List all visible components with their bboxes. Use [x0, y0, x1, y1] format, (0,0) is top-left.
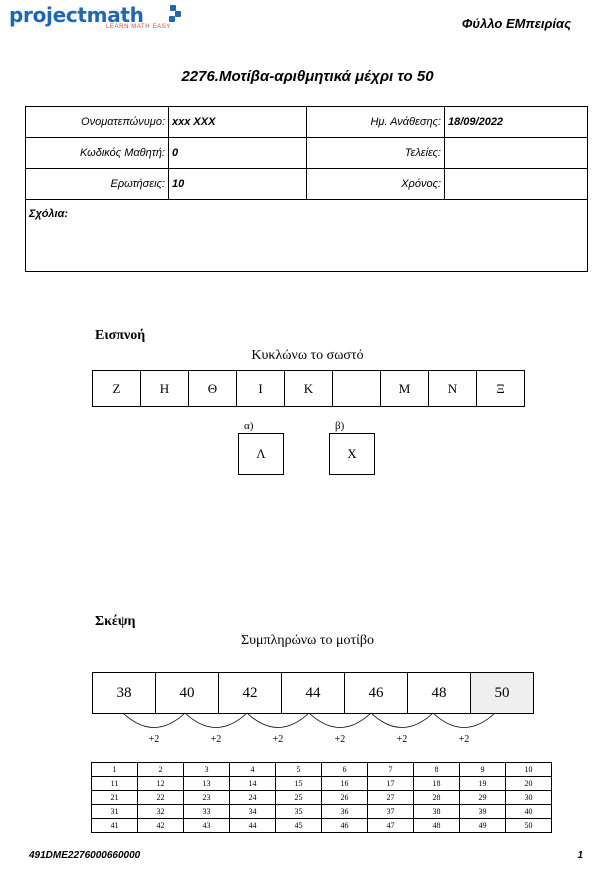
- grid-row: [92, 805, 552, 819]
- grid-cell: 3: [184, 763, 230, 777]
- grid-cell: 15: [276, 777, 322, 791]
- grid-cell: 4: [230, 763, 276, 777]
- sequence-cell: Κ: [284, 370, 333, 407]
- sequence-blank-cell: [332, 370, 381, 407]
- grid-cell: 9: [460, 763, 506, 777]
- grid-cell: 27: [368, 791, 414, 805]
- sheet-type: Φύλλο ΕΜπειρίας: [461, 16, 571, 31]
- thinking-heading: Σκέψη: [95, 614, 136, 629]
- student-code-label: Κωδικός Μαθητή:: [26, 138, 169, 169]
- grid-cell: 47: [368, 819, 414, 833]
- step-label: +2: [210, 734, 222, 745]
- grid-cell: 29: [460, 791, 506, 805]
- time-label: Χρόνος:: [307, 169, 445, 200]
- grid-cell: 49: [460, 819, 506, 833]
- grid-cell: 2: [138, 763, 184, 777]
- grid-cell: 11: [92, 777, 138, 791]
- grid-cell: 18: [414, 777, 460, 791]
- grid-row: [92, 763, 552, 777]
- document-code: 491DME2276000660000: [29, 850, 141, 861]
- grid-cell: 5: [276, 763, 322, 777]
- grid-cell: 6: [322, 763, 368, 777]
- grid-cell: 7: [368, 763, 414, 777]
- pattern-cell[interactable]: 48: [407, 672, 471, 714]
- sequence-cell: Ζ: [92, 370, 141, 407]
- number-grid: [91, 762, 552, 833]
- grid-cell: 1: [92, 763, 138, 777]
- pattern-cell[interactable]: 38: [92, 672, 156, 714]
- grid-cell: 37: [368, 805, 414, 819]
- number-pattern: [92, 672, 534, 714]
- step-label: +2: [272, 734, 284, 745]
- logo-project-text: project: [9, 3, 87, 27]
- grid-cell: 22: [138, 791, 184, 805]
- date-value: 18/09/2022: [445, 107, 588, 138]
- step-arcs: [92, 712, 526, 762]
- grid-cell: 31: [92, 805, 138, 819]
- grid-cell: 16: [322, 777, 368, 791]
- grid-cell: 19: [460, 777, 506, 791]
- questions-value: 10: [169, 169, 307, 200]
- grid-cell: 13: [184, 777, 230, 791]
- grid-cell: 26: [322, 791, 368, 805]
- time-value: [445, 169, 588, 200]
- grid-cell: 50: [506, 819, 552, 833]
- logo-tagline: LEARN MATH EASY: [106, 24, 171, 30]
- sequence-cell: Μ: [380, 370, 429, 407]
- grid-cell: 44: [230, 819, 276, 833]
- grid-cell: 38: [414, 805, 460, 819]
- grid-cell: 34: [230, 805, 276, 819]
- grid-cell: 10: [506, 763, 552, 777]
- intro-instruction: Κυκλώνω το σωστό: [251, 348, 364, 363]
- comments-box: [26, 200, 588, 272]
- grid-cell: 43: [184, 819, 230, 833]
- grid-cell: 8: [414, 763, 460, 777]
- questions-label: Ερωτήσεις:: [26, 169, 169, 200]
- grid-cell: 35: [276, 805, 322, 819]
- student-info-table: [25, 106, 588, 272]
- grid-cell: 12: [138, 777, 184, 791]
- grid-cell: 25: [276, 791, 322, 805]
- intro-heading: Εισπνοή: [95, 328, 146, 343]
- grid-cell: 30: [506, 791, 552, 805]
- grid-cell: 14: [230, 777, 276, 791]
- grid-cell: 41: [92, 819, 138, 833]
- name-value: xxx XXX: [169, 107, 307, 138]
- name-label: Ονοματεπώνυμο:: [26, 107, 169, 138]
- date-label: Ημ. Ανάθεσης:: [307, 107, 445, 138]
- pattern-cell[interactable]: 46: [344, 672, 408, 714]
- pattern-cell[interactable]: 40: [155, 672, 219, 714]
- thinking-instruction: Συμπληρώνω το μοτίβο: [240, 633, 375, 648]
- step-label: +2: [334, 734, 346, 745]
- grid-cell: 36: [322, 805, 368, 819]
- page-number: 1: [577, 850, 583, 861]
- sequence-cell: Η: [140, 370, 189, 407]
- sequence-cell: Θ: [188, 370, 237, 407]
- option-a-label: α): [244, 420, 254, 432]
- student-code-value: 0: [169, 138, 307, 169]
- pattern-given-cell: 50: [470, 672, 534, 714]
- step-label: +2: [458, 734, 470, 745]
- option-a-box[interactable]: Λ: [238, 433, 284, 475]
- option-b-label: β): [335, 420, 345, 432]
- grid-cell: 24: [230, 791, 276, 805]
- sequence-cell: Ι: [236, 370, 285, 407]
- completed-value: [445, 138, 588, 169]
- completed-label: Τελείες:: [307, 138, 445, 169]
- logo-math-text: math: [86, 3, 144, 27]
- grid-cell: 48: [414, 819, 460, 833]
- grid-cell: 17: [368, 777, 414, 791]
- grid-cell: 20: [506, 777, 552, 791]
- grid-cell: 21: [92, 791, 138, 805]
- grid-cell: 39: [460, 805, 506, 819]
- grid-cell: 32: [138, 805, 184, 819]
- grid-cell: 45: [276, 819, 322, 833]
- sequence-cell: Ν: [428, 370, 477, 407]
- option-b-box[interactable]: Χ: [329, 433, 375, 475]
- step-label: +2: [148, 734, 160, 745]
- grid-row: [92, 791, 552, 805]
- letter-sequence: [92, 370, 525, 407]
- grid-cell: 40: [506, 805, 552, 819]
- grid-cell: 28: [414, 791, 460, 805]
- grid-cell: 23: [184, 791, 230, 805]
- grid-cell: 42: [138, 819, 184, 833]
- grid-cell: 46: [322, 819, 368, 833]
- pattern-cell[interactable]: 42: [218, 672, 282, 714]
- worksheet-title: 2276.Μοτίβα-αριθμητικά μέχρι το 50: [181, 68, 434, 85]
- sequence-cell: Ξ: [476, 370, 525, 407]
- projectmath-logo: [9, 4, 171, 42]
- grid-cell: 33: [184, 805, 230, 819]
- pattern-cell[interactable]: 44: [281, 672, 345, 714]
- grid-row: [92, 777, 552, 791]
- grid-row: [92, 819, 552, 833]
- logo-mark-icon: [167, 4, 183, 24]
- comments-label: Σχόλια:: [29, 208, 69, 220]
- step-label: +2: [396, 734, 408, 745]
